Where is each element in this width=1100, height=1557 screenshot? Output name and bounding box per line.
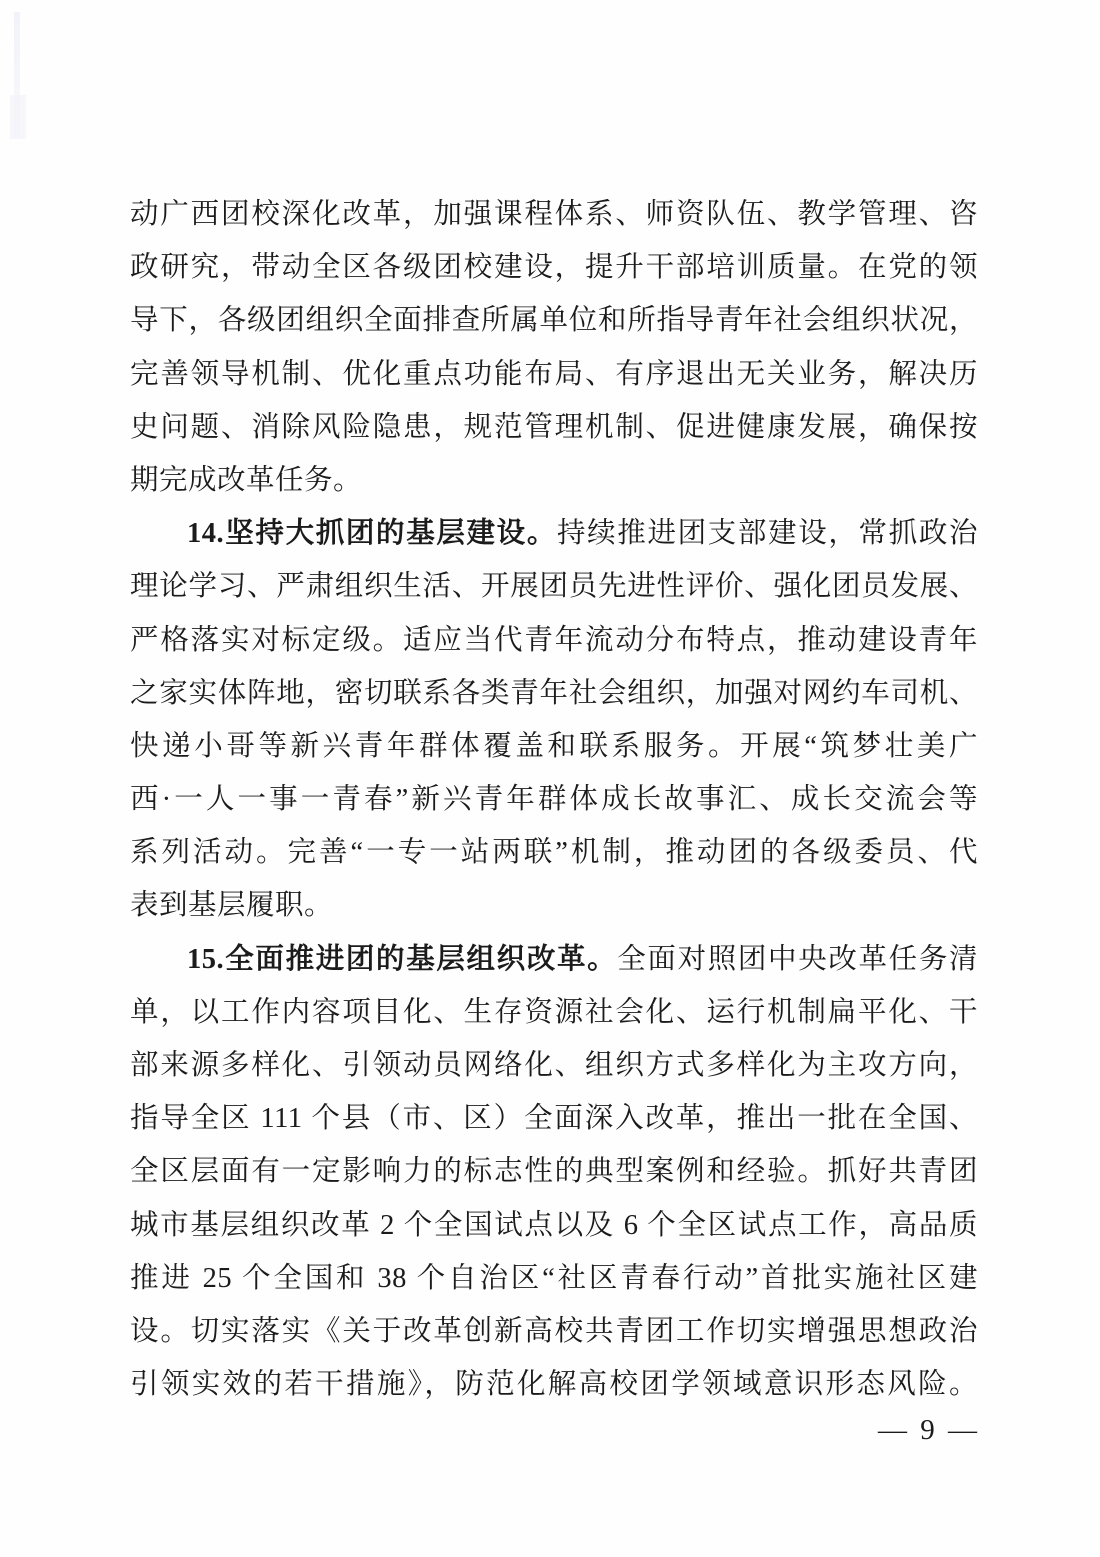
text-line: 史问题、消除风险隐患，规范管理机制、促进健康发展，确保按 [130, 411, 978, 443]
paragraph-continuation [130, 188, 978, 507]
text-line: 动广西团校深化改革，加强课程体系、师资队伍、教学管理、咨 [130, 199, 978, 230]
paragraph-lead: 14.坚持大抓团的基层建设。 [187, 518, 557, 550]
text-line: 全区层面有一定影响力的标志性的典型案例和经验。抓好共青团 [130, 1156, 978, 1188]
paragraph-item-14 [130, 507, 978, 933]
text-line: 推进 25 个全国和 38 个自治区“社区青春行动”首批实施社区建 [130, 1262, 978, 1294]
text-line: 15.全面推进团的基层组织改革。全面对照团中央改革任务清 [187, 943, 978, 975]
text-line: 政研究，带动全区各级团校建设，提升干部培训质量。在党的领 [130, 252, 978, 284]
paragraph-lead: 15.全面推进团的基层组织改革。 [187, 943, 618, 975]
scan-smudge-artifact [10, 95, 26, 139]
text-line: 期完成改革任务。 [130, 464, 363, 496]
text-line: 完善领导机制、优化重点功能布局、有序退出无关业务，解决历 [130, 358, 978, 390]
text-line: 14.坚持大抓团的基层建设。持续推进团支部建设，常抓政治 [187, 518, 978, 550]
scan-streak-artifact [14, 12, 20, 137]
text-line: 之家实体阵地，密切联系各类青年社会组织，加强对网约车司机、 [130, 677, 978, 709]
text-line: 城市基层组织改革 2 个全国试点以及 6 个全区试点工作，高品质 [130, 1209, 978, 1241]
text-line: 单，以工作内容项目化、生存资源社会化、运行机制扁平化、干 [130, 996, 978, 1028]
text-line: 快递小哥等新兴青年群体覆盖和联系服务。开展“筑梦壮美广 [130, 730, 978, 762]
text-line: 设。切实落实《关于改革创新高校共青团工作切实增强思想政治 [130, 1315, 978, 1347]
text-line: 指导全区 111 个县（市、区）全面深入改革，推出一批在全国、 [130, 1103, 978, 1135]
text-line: 西·一人一事一青春”新兴青年群体成长故事汇、成长交流会等 [130, 784, 978, 816]
text-line: 理论学习、严肃组织生活、开展团员先进性评价、强化团员发展、 [130, 571, 978, 603]
text-line: 部来源多样化、引领动员网络化、组织方式多样化为主攻方向， [130, 1050, 978, 1081]
page-number: — 9 — [878, 1414, 980, 1446]
text-line: 系列活动。完善“一专一站两联”机制，推动团的各级委员、代 [130, 837, 978, 869]
text-line: 引领实效的若干措施》，防范化解高校团学领域意识形态风险。 [130, 1369, 978, 1401]
document-body [130, 188, 978, 1411]
text-line: 表到基层履职。 [130, 890, 334, 922]
text-line: 导下，各级团组织全面排查所属单位和所指导青年社会组织状况， [130, 305, 978, 337]
paragraph-item-15 [130, 933, 978, 1412]
text-line: 严格落实对标定级。适应当代青年流动分布特点，推动建设青年 [130, 624, 978, 656]
